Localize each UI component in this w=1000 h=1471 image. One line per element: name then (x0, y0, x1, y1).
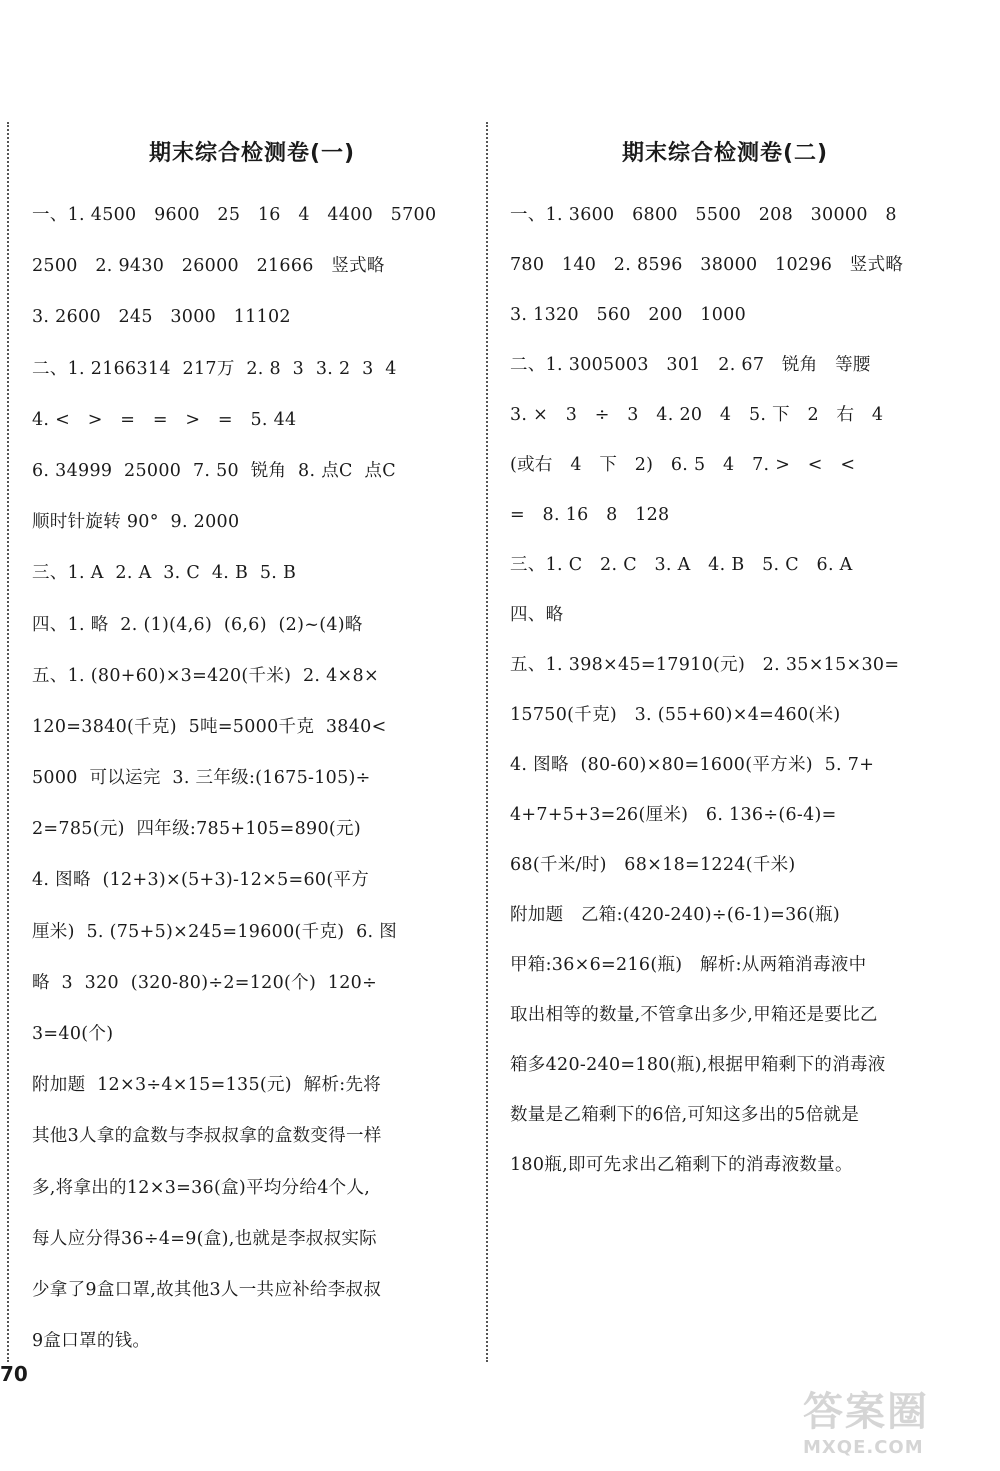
right-answer-line: 4. 图略 (80-60)×80=1600(平方米) 5. 7+ (510, 755, 875, 775)
right-answer-lines (510, 201, 940, 1201)
left-answer-line: 120=3840(千克) 5吨=5000千克 3840< (32, 716, 387, 737)
left-answer-line: 顺时针旋转 90° 9. 2000 (32, 512, 240, 533)
left-answer-line: 略 3 320 (320-80)÷2=120(个) 120÷ (32, 972, 378, 993)
left-answer-line: 3. 2600 245 3000 11102 (32, 307, 291, 328)
left-answer-line: 三、1. A 2. A 3. C 4. B 5. B (32, 563, 297, 584)
watermark-logo (803, 1380, 983, 1460)
right-answer-line: 附加题 乙箱:(420-240)÷(6-1)=36(瓶) (510, 905, 841, 925)
right-column (510, 110, 940, 1201)
left-answer-line: 多,将拿出的12×3=36(盒)平均分给4个人, (32, 1177, 371, 1198)
left-answer-line: 2500 2. 9430 26000 21666 竖式略 (32, 256, 385, 277)
left-answer-line: 每人应分得36÷4=9(盒),也就是李叔叔实际 (32, 1228, 377, 1249)
right-answer-line: 三、1. C 2. C 3. A 4. B 5. C 6. A (510, 555, 853, 575)
right-answer-line: 一、1. 3600 6800 5500 208 30000 8 (510, 205, 897, 225)
left-answer-line: 2=785(元) 四年级:785+105=890(元) (32, 819, 361, 840)
left-answer-line: 五、1. (80+60)×3=420(千米) 2. 4×8× (32, 665, 379, 686)
right-answer-line: 4+7+5+3=26(厘米) 6. 136÷(6-4)= (510, 805, 837, 825)
right-answer-line: = 8. 16 8 128 (510, 505, 670, 525)
left-title: 期末综合检测卷(一) (148, 141, 356, 166)
left-answer-line: 4. < > = = > = 5. 44 (32, 409, 297, 430)
watermark-top: 答案圈 (803, 1389, 929, 1435)
right-answer-line: 68(千米/时) 68×18=1224(千米) (510, 855, 796, 875)
right-answer-line: 四、略 (510, 605, 564, 625)
right-answer-line: 箱多420-240=180(瓶),根据甲箱剩下的消毒液 (510, 1055, 886, 1075)
right-title: 期末综合检测卷(二) (621, 141, 829, 166)
left-answer-line: 少拿了9盒口罩,故其他3人一共应补给李叔叔 (32, 1279, 382, 1300)
right-answer-line: 甲箱:36×6=216(瓶) 解析:从两箱消毒液中 (510, 955, 867, 975)
left-answer-line: 一、1. 4500 9600 25 16 4 4400 5700 (32, 205, 437, 225)
left-answer-line: 4. 图略 (12+3)×(5+3)-12×5=60(平方 (32, 870, 370, 891)
left-answer-line: 厘米) 5. (75+5)×245=19600(千克) 6. 图 (32, 921, 398, 942)
left-answer-line: 3=40(个) (32, 1024, 114, 1044)
right-answer-line: 3. 1320 560 200 1000 (510, 305, 747, 325)
page-number: 70 (0, 1362, 28, 1386)
left-answer-line: 6. 34999 25000 7. 50 锐角 8. 点C 点C (32, 460, 396, 481)
right-answer-line: 780 140 2. 8596 38000 10296 竖式略 (510, 255, 904, 275)
right-answer-line: 五、1. 398×45=17910(元) 2. 35×15×30= (510, 655, 900, 675)
right-answer-line: 3. × 3 ÷ 3 4. 20 4 5. 下 2 右 4 (510, 405, 884, 425)
right-answer-line: 二、1. 3005003 301 2. 67 锐角 等腰 (510, 355, 871, 375)
column-divider (486, 122, 488, 1362)
left-answer-line: 9盒口罩的钱。 (32, 1331, 151, 1352)
left-column (32, 110, 472, 1378)
left-answer-line: 附加题 12×3÷4×15=135(元) 解析:先将 (32, 1075, 382, 1096)
right-answer-line: 15750(千克) 3. (55+60)×4=460(米) (510, 705, 841, 725)
left-answer-line: 四、1. 略 2. (1)(4,6) (6,6) (2)~(4)略 (32, 614, 363, 635)
left-answer-line: 其他3人拿的盒数与李叔叔拿的盒数变得一样 (32, 1126, 382, 1147)
right-answer-line: (或右 4 下 2) 6. 5 4 7. > < < (510, 455, 856, 475)
watermark-bottom: MXQE.COM (803, 1437, 924, 1458)
right-answer-line: 数量是乙箱剩下的6倍,可知这多出的5倍就是 (510, 1105, 860, 1125)
left-answer-line: 二、1. 2166314 217万 2. 8 3 3. 2 3 4 (32, 358, 397, 379)
right-answer-line: 取出相等的数量,不管拿出多少,甲箱还是要比乙 (510, 1005, 878, 1025)
left-answer-line: 5000 可以运完 3. 三年级:(1675-105)÷ (32, 768, 371, 789)
left-answer-lines (32, 201, 472, 1378)
right-answer-line: 180瓶,即可先求出乙箱剩下的消毒液数量。 (510, 1155, 853, 1175)
left-margin-divider (7, 122, 9, 1362)
